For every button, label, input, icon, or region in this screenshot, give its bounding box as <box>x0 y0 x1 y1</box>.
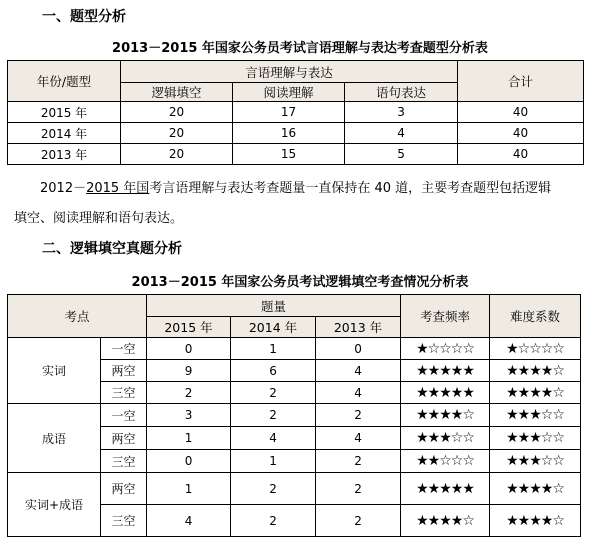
value-cell: 4 <box>345 123 458 144</box>
section1-heading: 一、题型分析 <box>42 9 126 25</box>
diff-stars: ★★★★☆ <box>490 505 581 537</box>
value-cell: 2 <box>231 382 316 404</box>
table-row <box>8 473 581 505</box>
group-header: 题量 <box>147 295 401 317</box>
freq-stars: ★★★★☆ <box>401 404 490 427</box>
freq-header: 考查频率 <box>401 295 490 338</box>
value-cell: 4 <box>316 360 401 382</box>
value-cell: 20 <box>121 144 233 165</box>
col-header: 阅读理解 <box>233 83 345 102</box>
value-cell: 1 <box>231 338 316 360</box>
freq-stars: ★★★★★ <box>401 382 490 404</box>
value-cell: 4 <box>316 382 401 404</box>
total-cell: 40 <box>458 144 584 165</box>
freq-stars: ★★★☆☆ <box>401 427 490 450</box>
year-header: 2014 年 <box>231 317 316 338</box>
col-header: 逻辑填空 <box>121 83 233 102</box>
total-cell: 40 <box>458 123 584 144</box>
value-cell: 20 <box>121 102 233 123</box>
group-cell: 成语 <box>8 404 101 473</box>
group-cell: 实词+成语 <box>8 473 101 537</box>
value-cell: 2 <box>316 450 401 473</box>
value-cell: 1 <box>231 450 316 473</box>
value-cell: 17 <box>233 102 345 123</box>
para-underlined-text: 2015 年国 <box>86 181 150 196</box>
value-cell: 3 <box>345 102 458 123</box>
total-header: 合计 <box>458 61 584 102</box>
value-cell: 0 <box>316 338 401 360</box>
value-cell: 5 <box>345 144 458 165</box>
summary-paragraph-line1 <box>40 177 551 196</box>
col-header: 语句表达 <box>345 83 458 102</box>
group-cell: 实词 <box>8 338 101 404</box>
table-row <box>8 404 581 427</box>
group-header: 言语理解与表达 <box>121 61 458 83</box>
table-row <box>8 102 584 123</box>
question-type-table <box>7 60 584 165</box>
diff-stars: ★★★★☆ <box>490 382 581 404</box>
table2-caption: 2013－2015 年国家公务员考试逻辑填空考查情况分析表 <box>131 275 469 290</box>
sub-cell: 三空 <box>101 382 147 404</box>
value-cell: 0 <box>147 338 231 360</box>
year-cell: 2014 年 <box>8 123 121 144</box>
para-text: 考言语理解与表达考查题量一直保持在 40 道，主要考查题型包括逻辑 <box>149 181 552 196</box>
diff-stars: ★★★☆☆ <box>490 427 581 450</box>
table-row <box>8 338 581 360</box>
summary-paragraph-line2: 填空、阅读理解和语句表达。 <box>14 211 184 226</box>
sub-cell: 一空 <box>101 338 147 360</box>
value-cell: 2 <box>147 382 231 404</box>
year-cell: 2015 年 <box>8 102 121 123</box>
value-cell: 4 <box>231 427 316 450</box>
value-cell: 4 <box>316 427 401 450</box>
diff-stars: ★★★☆☆ <box>490 404 581 427</box>
total-cell: 40 <box>458 102 584 123</box>
value-cell: 4 <box>147 505 231 537</box>
value-cell: 1 <box>147 427 231 450</box>
sub-cell: 两空 <box>101 427 147 450</box>
fill-blank-table <box>7 294 581 537</box>
corner-header: 年份/题型 <box>8 61 121 102</box>
value-cell: 9 <box>147 360 231 382</box>
freq-stars: ★★☆☆☆ <box>401 450 490 473</box>
table1-caption: 2013－2015 年国家公务员考试言语理解与表达考查题型分析表 <box>112 41 488 56</box>
diff-stars: ★☆☆☆☆ <box>490 338 581 360</box>
table-row <box>8 144 584 165</box>
diff-stars: ★★★★☆ <box>490 473 581 505</box>
year-header: 2015 年 <box>147 317 231 338</box>
table-row <box>8 123 584 144</box>
diff-stars: ★★★★☆ <box>490 360 581 382</box>
freq-stars: ★★★★☆ <box>401 505 490 537</box>
value-cell: 16 <box>233 123 345 144</box>
diff-stars: ★★★☆☆ <box>490 450 581 473</box>
value-cell: 2 <box>316 404 401 427</box>
value-cell: 2 <box>231 473 316 505</box>
para-text: 2012－ <box>40 181 87 196</box>
value-cell: 3 <box>147 404 231 427</box>
sub-cell: 三空 <box>101 505 147 537</box>
value-cell: 0 <box>147 450 231 473</box>
section2-heading: 二、逻辑填空真题分析 <box>42 241 182 257</box>
value-cell: 2 <box>231 404 316 427</box>
sub-cell: 两空 <box>101 473 147 505</box>
year-header: 2013 年 <box>316 317 401 338</box>
value-cell: 6 <box>231 360 316 382</box>
value-cell: 2 <box>316 473 401 505</box>
value-cell: 20 <box>121 123 233 144</box>
sub-cell: 一空 <box>101 404 147 427</box>
diff-header: 难度系数 <box>490 295 581 338</box>
sub-cell: 两空 <box>101 360 147 382</box>
value-cell: 15 <box>233 144 345 165</box>
freq-stars: ★★★★★ <box>401 360 490 382</box>
value-cell: 2 <box>316 505 401 537</box>
value-cell: 1 <box>147 473 231 505</box>
freq-stars: ★★★★★ <box>401 473 490 505</box>
year-cell: 2013 年 <box>8 144 121 165</box>
sub-cell: 三空 <box>101 450 147 473</box>
kaodian-header: 考点 <box>8 295 147 338</box>
freq-stars: ★☆☆☆☆ <box>401 338 490 360</box>
value-cell: 2 <box>231 505 316 537</box>
